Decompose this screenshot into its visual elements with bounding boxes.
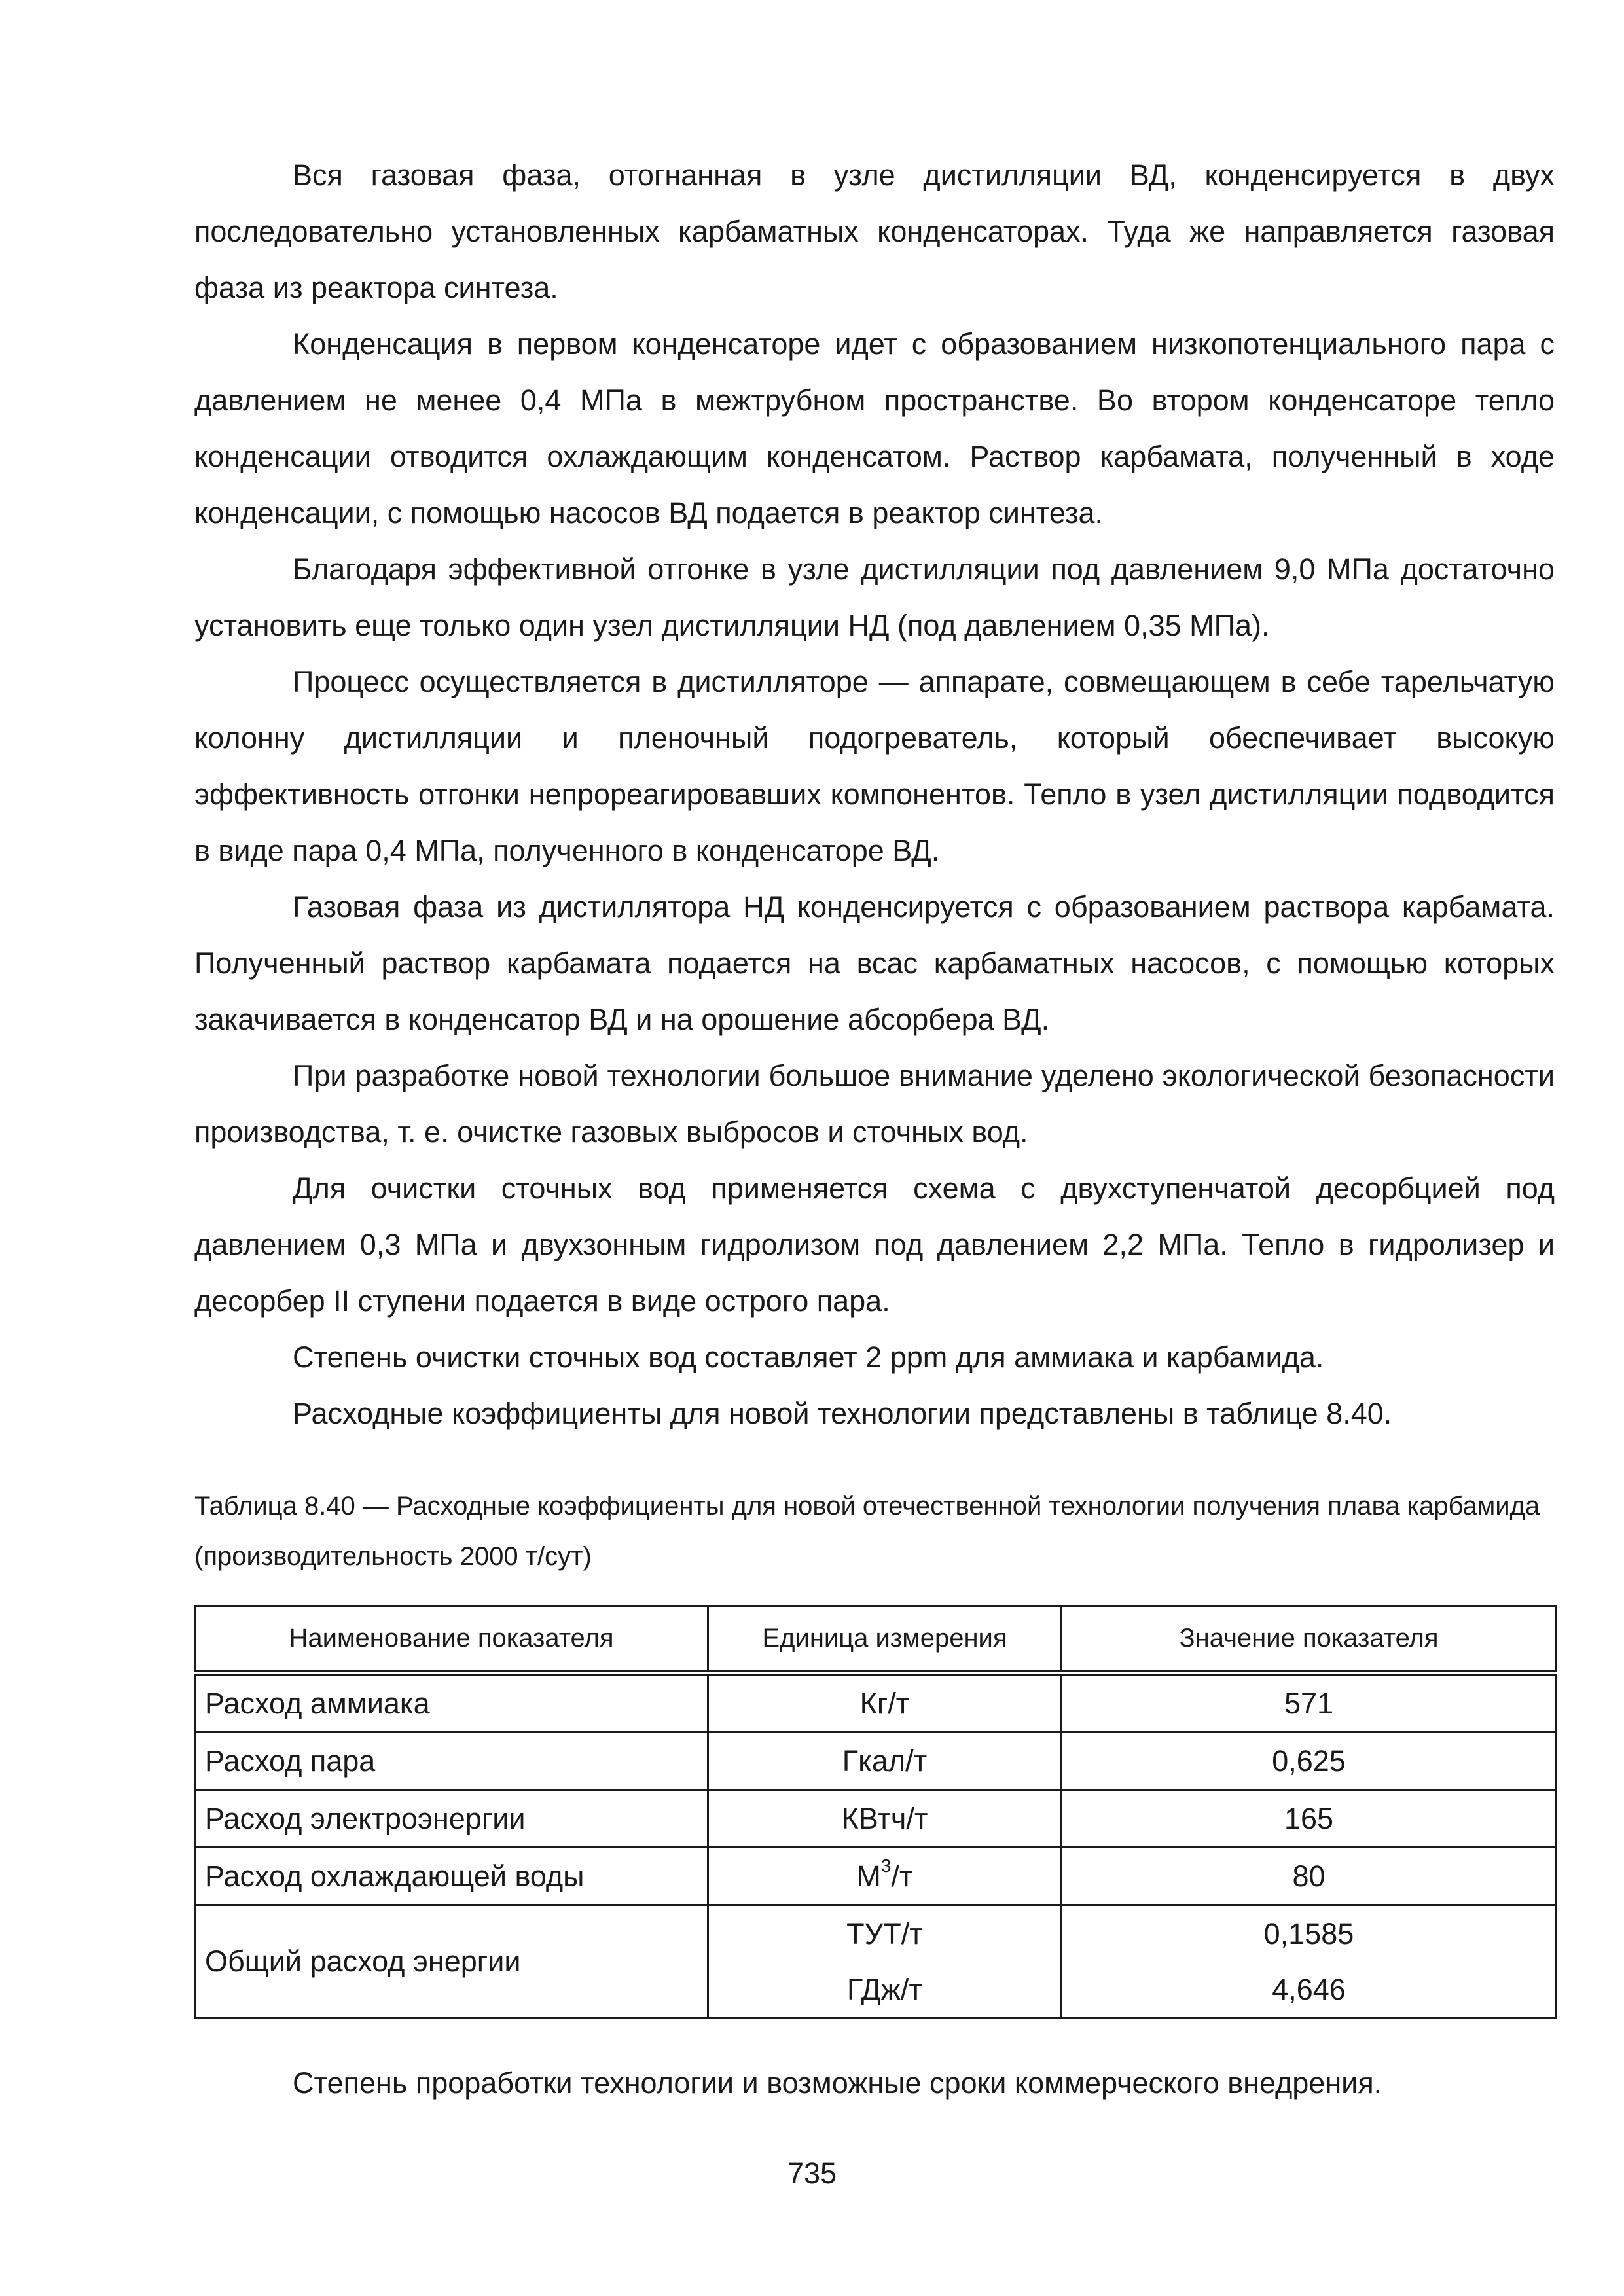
row-unit: [708, 1848, 1062, 1905]
paragraph: Для очистки сточных вод применяется схема с двухступенчатой десорбцией под давлением 0,3 МПа и двухзонным гидролизом под давлением 2,2 МПа. Тепло в гидролизер и десорбер II ступени подается в виде острого пара.: [194, 1172, 1555, 1318]
paragraph: Степень проработки технологии и возможные сроки коммерческого внедрения.: [293, 2066, 1382, 2100]
paragraph: Вся газовая фаза, отогнанная в узле дистилляции ВД, конденсируется в двух последовательно установленных карбаматных конденсаторах. Туда же направляется газовая фаза из реактора синтеза.: [194, 158, 1555, 304]
paragraph: При разработке новой технологии большое внимание уделено экологической безопасности производства, т. е. очистке газовых выбросов и сточных вод.: [194, 1059, 1555, 1149]
paragraph: Степень очистки сточных вод составляет 2 ppm для аммиака и карбамида.: [293, 1340, 1324, 1374]
paragraph: Процесс осуществляется в дистилляторе — аппарате, совмещающем в себе тарельчатую колонну дистилляции и пленочный подогреватель, который обеспечивает высокую эффективность отгонки непрореагировавших компонентов. Тепло в узел дистилляции подводится в виде пара 0,4 МПа, полученного в конденсаторе ВД.: [194, 665, 1555, 867]
table-row: [195, 1673, 1557, 1732]
row-value: 571: [1062, 1673, 1557, 1732]
header-indicator-name: Наименование показателя: [195, 1606, 708, 1673]
after-table-text: [194, 2055, 1555, 2111]
page-number: 735: [787, 2157, 837, 2190]
unit-superscript: 3: [880, 1855, 892, 1876]
table-row: [195, 1905, 1557, 1962]
header-unit: Единица измерения: [708, 1606, 1062, 1673]
consumption-table: [194, 1605, 1557, 2019]
unit-base: М: [856, 1859, 881, 1893]
row-value: 165: [1062, 1790, 1557, 1848]
paragraph: Расходные коэффициенты для новой технологии представлены в таблице 8.40.: [293, 1397, 1392, 1430]
row-value: 0,1585: [1062, 1905, 1557, 1962]
row-unit: ГДж/т: [708, 1962, 1062, 2018]
body-text: [194, 147, 1555, 1442]
row-name: Расход пара: [195, 1732, 708, 1790]
row-unit: Кг/т: [708, 1673, 1062, 1732]
row-unit: КВтч/т: [708, 1790, 1062, 1848]
table-header-row: [195, 1606, 1557, 1673]
row-value: 4,646: [1062, 1962, 1557, 2018]
table-caption: Таблица 8.40 — Расходные коэффициенты для новой отечественной технологии получения плава карбамида (производительность 2000 т/сут): [194, 1492, 1540, 1571]
table-row: [195, 1732, 1557, 1790]
row-unit: Гкал/т: [708, 1732, 1062, 1790]
paragraph: Газовая фаза из дистиллятора НД конденсируется с образованием раствора карбамата. Полученный раствор карбамата подается на всас карбаматных насосов, с помощью которых закачивается в конденсатор ВД и на орошение абсорбера ВД.: [194, 890, 1555, 1036]
row-value: 80: [1062, 1848, 1557, 1905]
row-name: Расход охлаждающей воды: [195, 1848, 708, 1905]
row-name: Общий расход энергии: [195, 1905, 708, 2018]
paragraph: Благодаря эффективной отгонке в узле дистилляции под давлением 9,0 МПа достаточно установить еще только один узел дистилляции НД (под давлением 0,35 МПа).: [194, 552, 1555, 642]
row-value: 0,625: [1062, 1732, 1557, 1790]
header-value: Значение показателя: [1062, 1606, 1557, 1673]
row-unit: ТУТ/т: [708, 1905, 1062, 1962]
row-name: Расход аммиака: [195, 1673, 708, 1732]
paragraph: Конденсация в первом конденсаторе идет с образованием низкопотенциального пара с давлением не менее 0,4 МПа в межтрубном пространстве. Во втором конденсаторе тепло конденсации отводится охлаждающим конденсатом. Раствор карбамата, полученный в ходе конденсации, с помощью насосов ВД подается в реактор синтеза.: [194, 327, 1555, 529]
unit-rest: /т: [891, 1859, 913, 1893]
table-row: [195, 1848, 1557, 1905]
table-row: [195, 1790, 1557, 1848]
row-name: Расход электроэнергии: [195, 1790, 708, 1848]
